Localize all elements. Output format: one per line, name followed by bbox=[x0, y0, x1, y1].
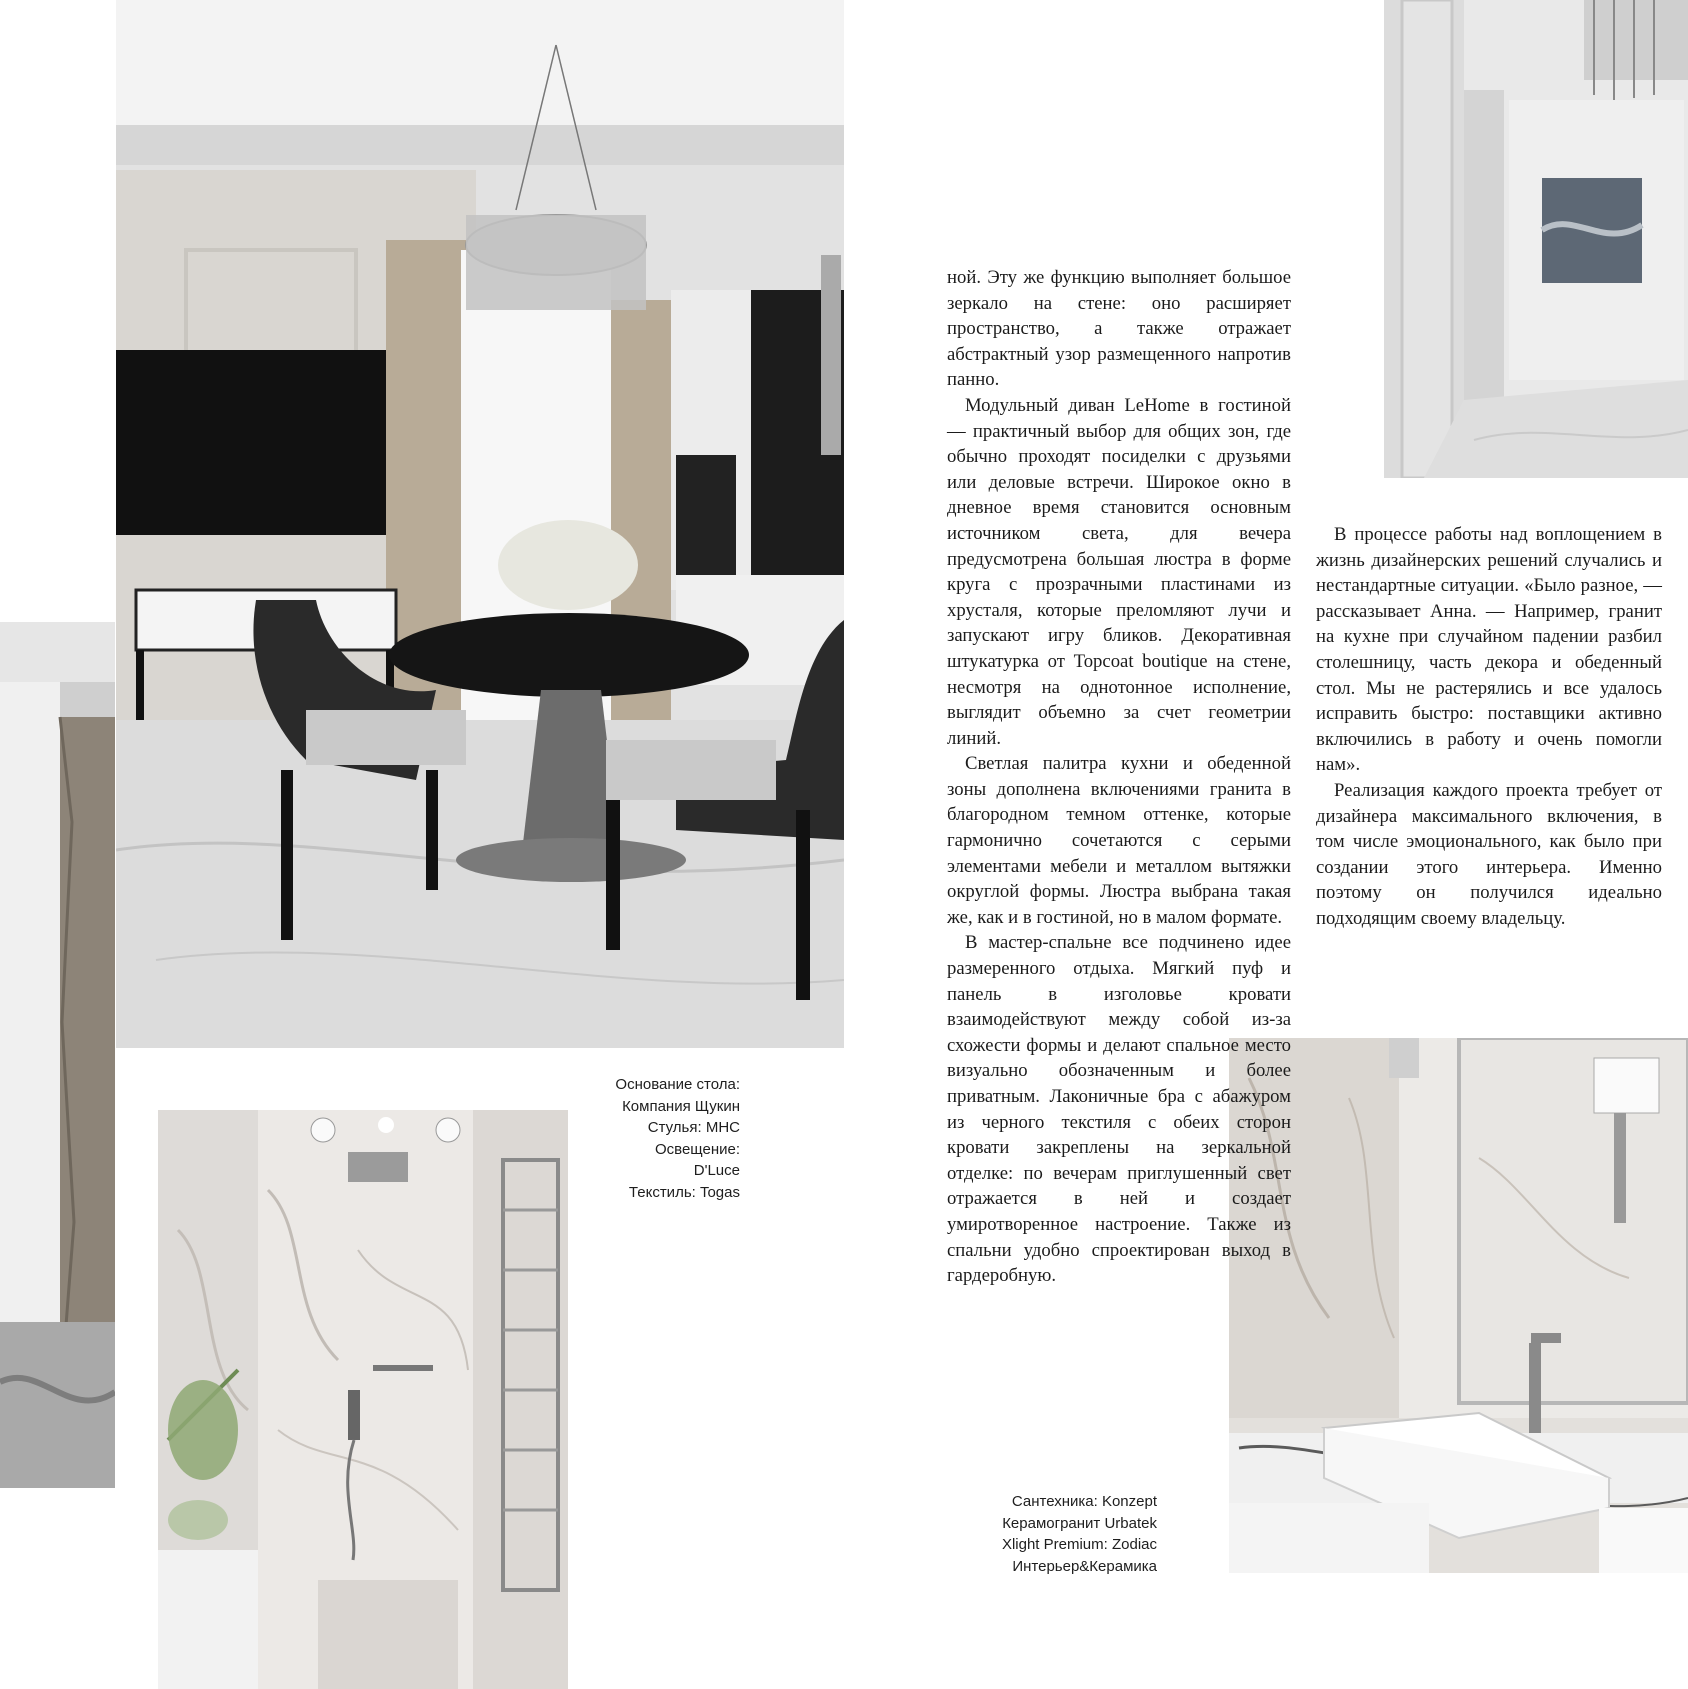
caption-line: Текстиль: Togas bbox=[628, 1183, 740, 1201]
caption-line: Сантехника: Konzept bbox=[1011, 1493, 1157, 1510]
bedroom-photo bbox=[0, 622, 115, 1488]
bathroom-sink-photo bbox=[1229, 1038, 1688, 1573]
caption-line: Основание стола: bbox=[615, 1076, 740, 1093]
article-paragraph: Светлая палитра кухни и обеденной зоны дополнена включениями гранита в благородном темном оттенке, которые гармонично сочетаются с серыми элементами мебели и металлом вытяжки округлой формы. Люстра выбрана такая же, как и в гостиной, но в малом формате. bbox=[947, 753, 1291, 928]
article-paragraph: ной. Эту же функцию выполняет большое зеркало на стене: оно расширяет пространство, а также отражает абстрактный узор размещенного напротив панно. bbox=[947, 267, 1291, 391]
caption-line: D'Luce bbox=[693, 1162, 740, 1180]
article-column-1 bbox=[947, 265, 1291, 1289]
article-paragraph: В процессе работы над воплощением в жизнь дизайнерских решений случались и нестандартные ситуации. «Было разное, — рассказывает Анна. — Например, гранит на кухне при случайном падении разбил столешницу, часть декора и обеденный стол. Мы не растерялись и все удалось исправить быстро: поставщики активно включились в работу и очень помогли нам». bbox=[1316, 524, 1662, 776]
hallway-photo bbox=[1384, 0, 1688, 478]
article-paragraph: Реализация каждого проекта требует от дизайнера максимального включения, в том числе эмоционального, как было при создании этого интерьера. Именно поэтому он получился идеально подходящим своему владельцу. bbox=[1316, 779, 1662, 929]
article-paragraph: В мастер-спальне все подчинено идее размеренного отдыха. Мягкий пуф и панель в изголовье кровати взаимодействуют между собой из-за схожести формы и делают спальное место визуально обозначенным и более приватным. Лаконичные бра с абажуром из черного текстиля с обеих сторон кровати закреплены на зеркальной отделке: по вечерам приглушенный свет отражается в ней и создает умиротворенное настроение. Также из спальни удобно спроектирован выход в гардеробную. bbox=[947, 932, 1291, 1287]
caption-line: Интерьер&Керамика bbox=[1012, 1557, 1157, 1575]
dining-photo-caption bbox=[560, 1074, 740, 1204]
caption-line: Освещение: bbox=[655, 1140, 740, 1158]
article-column-2 bbox=[1316, 522, 1662, 932]
bathroom-photo-caption bbox=[930, 1491, 1157, 1577]
shower-photo bbox=[158, 1110, 568, 1689]
dining-room-photo bbox=[116, 0, 844, 1048]
caption-line: Xlight Premium: Zodiac bbox=[1001, 1536, 1157, 1554]
caption-line: Стулья: МНС bbox=[647, 1119, 740, 1137]
caption-line: Компания Щукин bbox=[622, 1097, 740, 1115]
article-paragraph: Модульный диван LeHome в гостиной — практичный выбор для общих зон, где обычно проходят посиделки с друзьями или деловые встречи. Широкое окно в дневное время становится основным источником света, для вечера предусмотрена большая люстра в форме круга с прозрачными пластинами из хрусталя, которые преломляют лучи и запускают игру бликов. Декоративная штукатурка от Topcoat boutique на стене, несмотря на однотонное исполнение, выглядит объемно за счет геометрии линий. bbox=[947, 394, 1291, 749]
caption-line: Керамогранит Urbatek bbox=[1002, 1514, 1157, 1532]
